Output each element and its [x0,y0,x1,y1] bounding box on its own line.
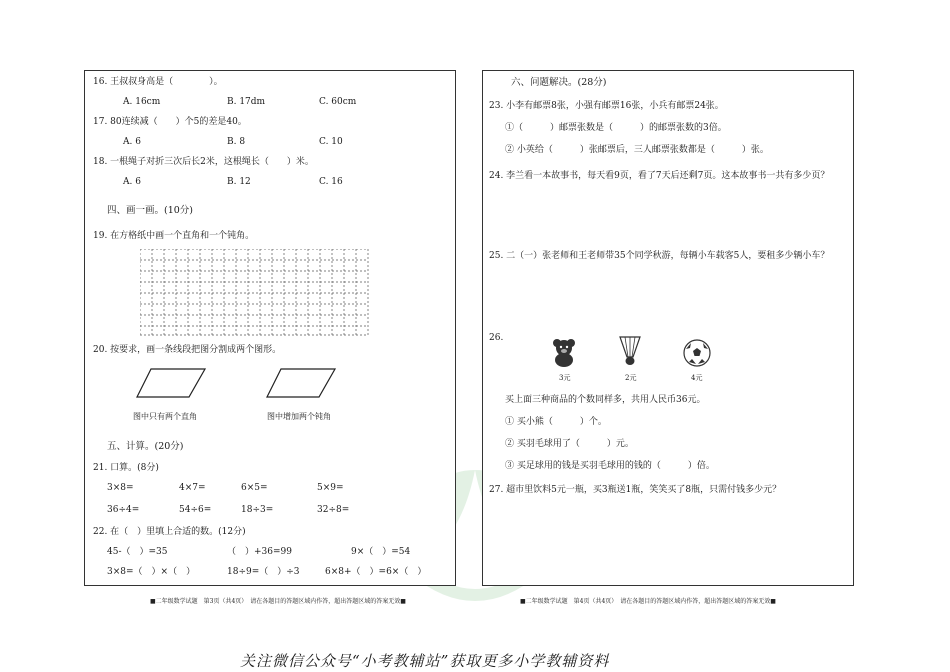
shuttlecock-price: 2元 [625,374,637,382]
exam-page-3 [84,70,456,586]
exam-page-4 [482,70,854,586]
q26-number: 26. [489,333,504,343]
q21-item: 4×7= [179,483,206,493]
q21-item: 3×8= [107,483,134,493]
q18-option-c: C. 16 [319,177,343,187]
q17-text: 17. 80连续减（ ）个5的差是40。 [93,117,247,127]
q26-part-2: ② 买羽毛球用了（ ）元。 [505,439,634,449]
teddy-bear-icon [549,337,579,367]
section-4-heading: 四、画一画。(10分) [107,205,194,216]
q22-item: （ ）+36=99 [227,547,292,557]
parallelogram-2[interactable] [265,367,345,399]
q20-text: 20. 按要求，画一条线段把图分割成两个图形。 [93,345,282,355]
q27-text: 27. 超市里饮料5元一瓶，买3瓶送1瓶，笑笑买了8瓶，只需付钱多少元？ [489,485,782,495]
parallelogram-1[interactable] [135,367,215,399]
q16-option-c: C. 60cm [319,97,357,107]
q24-text: 24. 李兰看一本故事书，每天看9页，看了7天后还剩7页。这本故事书一共有多少页？ [489,171,830,181]
q21-item: 36÷4= [107,505,140,515]
q18-option-b: B. 12 [227,177,251,187]
q23-text: 23. 小李有邮票8张，小强有邮票16张，小兵有邮票24张。 [489,101,724,111]
section-5-heading: 五、计算。(20分) [107,441,184,452]
q16-option-a: A. 16cm [123,97,161,107]
q18-text: 18. 一根绳子对折三次后长2米，这根绳长（ ）米。 [93,157,314,167]
q22-item: 6×8+（ ）=6×（ ） [325,567,427,577]
page-3-footer: ■二年级数学试题 第3页（共4页） 请在各题目的答题区域内作答，超出答题区域的答案无效■ [150,598,406,605]
soccer-ball-price: 4元 [691,374,703,382]
q17-option-c: C. 10 [319,137,343,147]
q26-text: 买上面三种商品的个数同样多，共用人民币36元。 [505,395,706,405]
q22-item: 45-（ ）=35 [107,547,168,557]
q21-item: 18÷3= [241,505,274,515]
q16-option-b: B. 17dm [227,97,266,107]
q26-part-1: ① 买小熊（ ）个。 [505,417,607,427]
q18-option-a: A. 6 [123,177,141,187]
q25-text: 25. 二（一）张老师和王老师带35个同学秋游，每辆小车载客5人，要租多少辆小车？ [489,251,830,261]
q20-caption-2: 图中增加两个钝角 [267,412,331,421]
q21-item: 5×9= [317,483,344,493]
q19-text: 19. 在方格纸中画一个直角和一个钝角。 [93,231,255,241]
bottom-promo-banner: 关注微信公众号“小考教辅站”获取更多小学教辅资料 [240,652,610,670]
q23-part-2: ② 小英给（ ）张邮票后，三人邮票张数都是（ ）张。 [505,145,769,155]
q21-item: 6×5= [241,483,268,493]
q22-text: 22. 在（ ）里填上合适的数。(12分) [93,527,246,537]
q16-text: 16. 王叔叔身高是（ ）。 [93,77,223,87]
q23-part-1: ①（ ）邮票张数是（ ）的邮票张数的3倍。 [505,123,727,133]
section-6-heading: 六、问题解决。(28分) [511,77,607,88]
dotted-grid-paper[interactable] [140,249,370,337]
teddy-bear-price: 3元 [559,374,571,382]
q22-item: 9×（ ）=54 [351,547,411,557]
q21-text: 21. 口算。(8分) [93,463,159,473]
q20-caption-1: 图中只有两个直角 [133,412,197,421]
q21-item: 54÷6= [179,505,212,515]
q22-item: 3×8=（ ）×（ ） [107,567,196,577]
soccer-ball-icon [683,339,711,367]
shuttlecock-icon [617,335,643,367]
q22-item: 18÷9=（ ）÷3 [227,567,300,577]
page-4-footer: ■二年级数学试题 第4页（共4页） 请在各题目的答题区域内作答，超出答题区域的答案无效■ [520,598,776,605]
q17-option-b: B. 8 [227,137,246,147]
q17-option-a: A. 6 [123,137,141,147]
q26-part-3: ③ 买足球用的钱是买羽毛球用的钱的（ ）倍。 [505,461,715,471]
q21-item: 32÷8= [317,505,350,515]
